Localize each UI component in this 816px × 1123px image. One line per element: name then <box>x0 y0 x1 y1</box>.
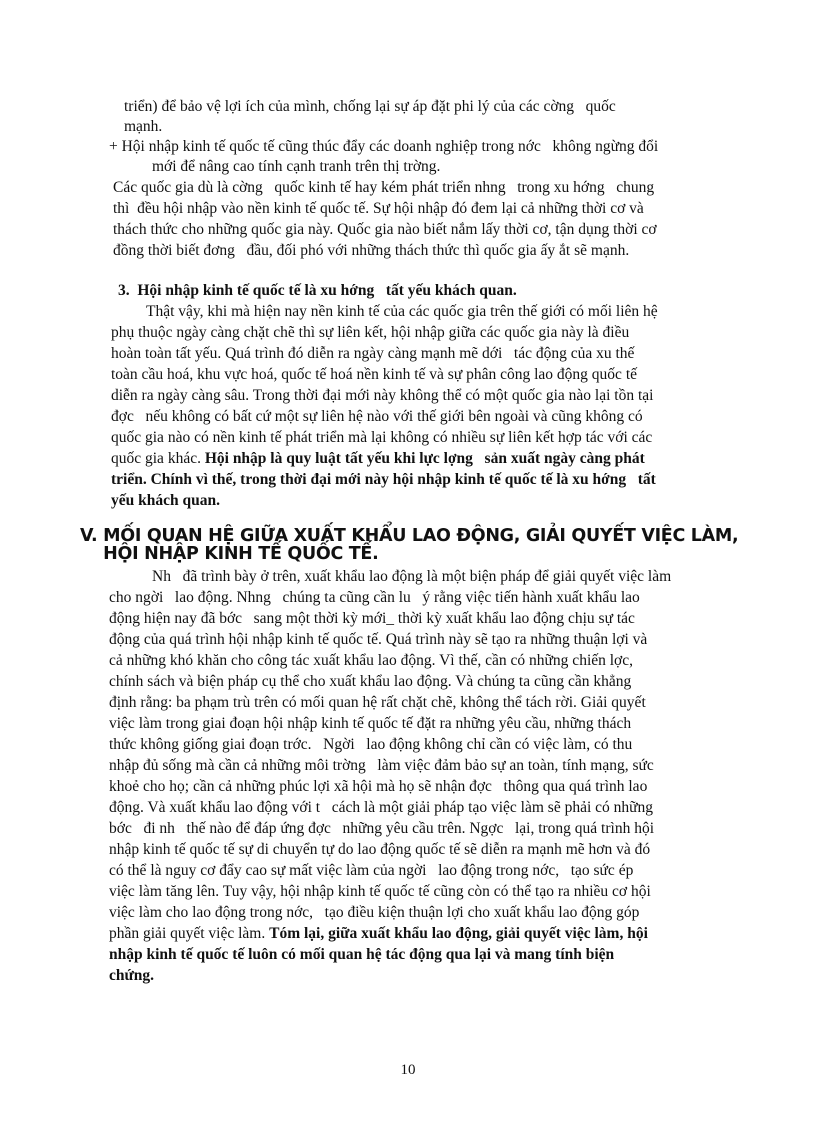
text-line <box>109 924 648 943</box>
text-line: động. Và xuất khẩu lao động với t cách là một giải pháp tạo việc làm sẽ phải có những <box>109 799 654 816</box>
text-line: mạnh. <box>124 118 163 135</box>
text-line: đồng thời biết đơng đầu, đối phó với những thách thức thì quốc gia ấy ắt sẽ mạnh. <box>113 242 630 259</box>
text-line: việc làm trong giai đoạn hội nhập kinh tế quốc tế đặt ra những yêu cầu, những thách <box>109 715 632 732</box>
text-line: triển) để bảo vệ lợi ích của mình, chống lại sự áp đặt phi lý của các cờng quốc <box>124 98 616 115</box>
text-line: động của quá trình hội nhập kinh tế quốc tế. Quá trình này sẽ tạo ra những thuận lợi và <box>109 631 648 648</box>
text-line: khoẻ cho họ; cần cả những phúc lợi xã hội mà họ sẽ nhận đợc thông qua quá trình lao <box>109 778 648 795</box>
heading-line: HỘI NHẬP KINH TẾ QUỐC TẾ. <box>80 544 379 564</box>
text-line: nhập đủ sống mà cần cả những môi trờng làm việc đảm bảo sự an toàn, tính mạng, sức <box>109 757 654 774</box>
text-line: nhập kinh tế quốc tế sự di chuyển tự do lao động quốc tế sẽ diễn ra mạnh mẽ hơn và đó <box>109 841 651 858</box>
text-line: có thể là nguy cơ đẩy cao sự mất việc làm của ngời lao động trong nớc, tạo sức ép <box>109 862 634 879</box>
text-line: Các quốc gia dù là cờng quốc kinh tế hay kém phát triển nhng trong xu hớng chung <box>113 179 655 196</box>
section-5-heading <box>80 527 780 563</box>
text-line: toàn cầu hoá, khu vực hoá, quốc tế hoá nền kinh tế và sự phân công lao động quốc tế <box>111 366 638 383</box>
emphasis-text: Hội nhập là quy luật tất yếu khi lực lợng sản xuất ngày càng phát <box>204 450 645 467</box>
text-line: việc làm tăng lên. Tuy vậy, hội nhập kinh tế quốc tế cũng còn có thể tạo ra nhiều cơ hội <box>109 883 651 900</box>
text-line: Nh đã trình bày ở trên, xuất khẩu lao động là một biện pháp để giải quyết việc làm <box>152 568 672 585</box>
text-line: chính sách và biện pháp cụ thể cho xuất khẩu lao động. Và chúng ta cũng cần khẳng <box>109 673 632 690</box>
text-line: cho ngời lao động. Nhng chúng ta cũng cần lu ý rằng việc tiến hành xuất khẩu lao <box>109 589 640 606</box>
text-line: thách thức cho những quốc gia này. Quốc gia nào biết nắm lấy thời cơ, tận dụng thời cơ <box>113 221 657 238</box>
text-line: hoàn toàn tất yếu. Quá trình đó diễn ra ngày càng mạnh mẽ dới tác động của xu thế <box>111 345 635 362</box>
text-line: việc làm cho lao động trong nớc, tạo điều kiện thuận lợi cho xuất khẩu lao động góp <box>109 904 640 921</box>
text-line <box>111 449 645 468</box>
page-number: 10 <box>400 1062 416 1078</box>
text-line: thì đều hội nhập vào nền kinh tế quốc tế. Sự hội nhập đó đem lại cả những thời cơ và <box>113 200 644 217</box>
text-line: + Hội nhập kinh tế quốc tế cũng thúc đẩy các doanh nghiệp trong nớc không ngừng đổi <box>109 138 659 155</box>
emphasis-line: yếu khách quan. <box>111 492 220 509</box>
text-line: động hiện nay đã bớc sang một thời kỳ mới_ thời kỳ xuất khẩu lao động chịu sự tác <box>109 610 635 627</box>
text-line: diễn ra ngày càng sâu. Trong thời đại mới này không thể có một quốc gia nào lại tồn tại <box>111 387 654 404</box>
emphasis-line: triển. Chính vì thế, trong thời đại mới này hội nhập kinh tế quốc tế là xu hớng tất <box>111 471 656 488</box>
text-line: quốc gia nào có nền kinh tế phát triển mà lại không có nhiều sự liên kết hợp tác với các <box>111 429 653 446</box>
text-line: định rằng: ba phạm trù trên có mối quan hệ rất chặt chẽ, không thể tách rời. Giải quyết <box>109 694 646 711</box>
heading-line: V. MỐI QUAN HỆ GIỮA XUẤT KHẨU LAO ĐỘNG, GIẢI QUYẾT VIỆC LÀM, <box>80 526 739 546</box>
section-3-heading: 3. Hội nhập kinh tế quốc tế là xu hớng tất yếu khách quan. <box>118 282 517 299</box>
text-line: cả những khó khăn cho công tác xuất khẩu lao động. Vì thế, cần có những chiến lợc, <box>109 652 634 669</box>
text-line: thức không giống giai đoạn trớc. Ngời lao động không chỉ cần có việc làm, có thu <box>109 736 633 753</box>
emphasis-line: nhập kinh tế quốc tế luôn có mối quan hệ tác động qua lại và mang tính biện <box>109 946 615 963</box>
emphasis-line: chứng. <box>109 967 155 984</box>
text-line: mới để nâng cao tính cạnh tranh trên thị trờng. <box>152 158 441 175</box>
text-line: Thật vậy, khi mà hiện nay nền kinh tế của các quốc gia trên thế giới có mối liên hệ <box>146 303 658 320</box>
emphasis-text: Tóm lại, giữa xuất khẩu lao động, giải quyết việc làm, hội <box>269 925 648 942</box>
text-segment: quốc gia khác. <box>111 450 205 467</box>
text-line: đợc nếu không có bất cứ một sự liên hệ nào với thế giới bên ngoài và cũng không có <box>111 408 643 425</box>
text-segment: phần giải quyết việc làm. <box>109 925 270 942</box>
text-line: phụ thuộc ngày càng chặt chẽ thì sự liên kết, hội nhập giữa các quốc gia này là điều <box>111 324 630 341</box>
text-line: bớc đi nh thế nào để đáp ứng đợc những yêu cầu trên. Ngợc lại, trong quá trình hội <box>109 820 655 837</box>
